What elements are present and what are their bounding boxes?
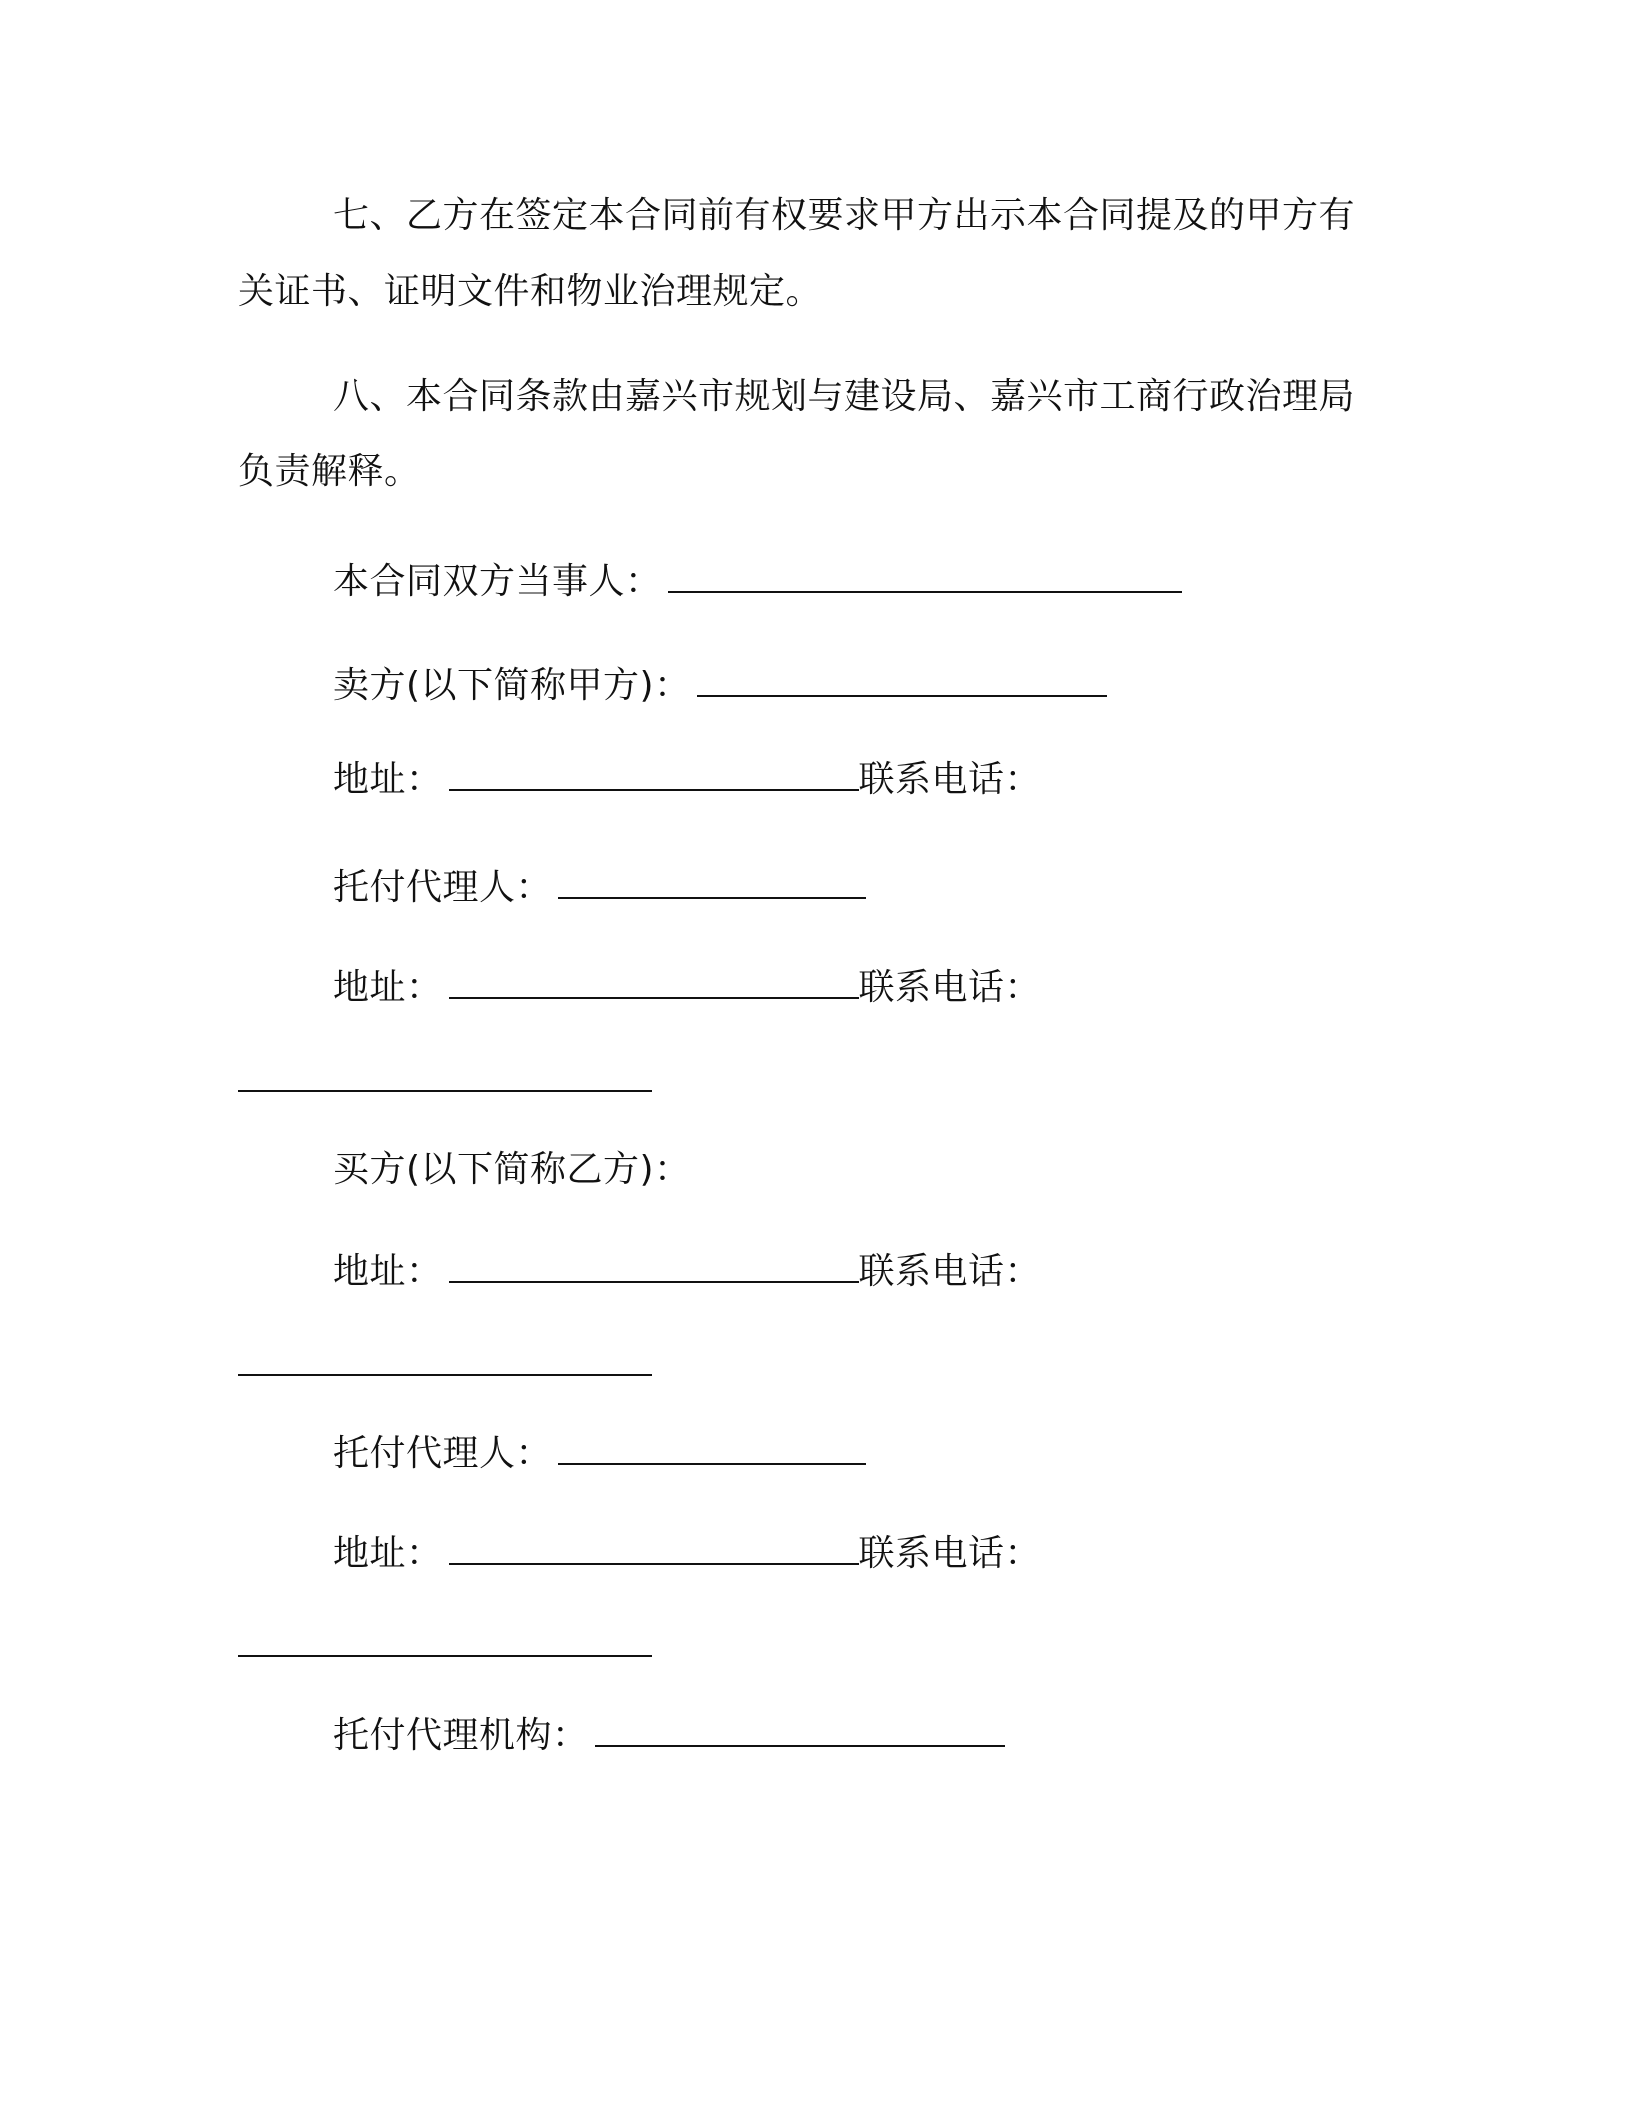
seller-agent-blank[interactable] <box>558 867 866 899</box>
seller-agent-address-row <box>333 966 1041 1010</box>
seller-label: 卖方(以下简称甲方)： <box>333 665 691 706</box>
seller-agent-label: 托付代理人： <box>333 867 553 908</box>
seller-agent-address-blank[interactable] <box>449 967 859 999</box>
buyer-agent-blank[interactable] <box>558 1433 866 1465</box>
seller-row <box>333 664 1107 708</box>
parties-row <box>333 560 1182 604</box>
seller-agent-phone-label: 联系电话： <box>858 967 1042 1008</box>
clause-7-line-2 <box>238 270 822 314</box>
parties-label: 本合同双方当事人： <box>333 561 662 602</box>
buyer-agent-row <box>333 1432 866 1476</box>
buyer-address-label: 地址： <box>333 1251 443 1292</box>
clause-7-text-1: 七、乙方在签定本合同前有权要求甲方出示本合同提及的甲方有 <box>333 195 1356 236</box>
buyer-agent-phone-label: 联系电话： <box>858 1533 1042 1574</box>
seller-address-blank[interactable] <box>449 759 859 791</box>
seller-agent-address-label: 地址： <box>333 967 443 1008</box>
seller-phone-label: 联系电话： <box>858 759 1042 800</box>
clause-7-text-2: 关证书、证明文件和物业治理规定。 <box>238 271 823 312</box>
seller-address-label: 地址： <box>333 759 443 800</box>
buyer-phone-blank[interactable] <box>238 1374 652 1376</box>
buyer-address-blank[interactable] <box>449 1251 859 1283</box>
buyer-address-row <box>333 1250 1041 1294</box>
buyer-agent-address-label: 地址： <box>333 1533 443 1574</box>
agency-row <box>333 1714 1005 1758</box>
clause-8-text-1: 八、本合同条款由嘉兴市规划与建设局、嘉兴市工商行政治理局 <box>333 376 1356 417</box>
buyer-agent-address-blank[interactable] <box>449 1533 859 1565</box>
seller-agent-phone-blank[interactable] <box>238 1090 652 1092</box>
seller-agent-row <box>333 866 866 910</box>
clause-8-line-1 <box>333 375 1355 419</box>
buyer-agent-phone-blank[interactable] <box>238 1655 652 1657</box>
clause-7-line-1 <box>333 194 1355 238</box>
parties-blank[interactable] <box>668 561 1182 593</box>
buyer-agent-address-row <box>333 1532 1041 1576</box>
buyer-row <box>333 1148 691 1192</box>
buyer-agent-label: 托付代理人： <box>333 1433 553 1474</box>
clause-8-text-2: 负责解释。 <box>238 451 421 492</box>
agency-label: 托付代理机构： <box>333 1715 589 1756</box>
buyer-label: 买方(以下简称乙方)： <box>333 1149 691 1190</box>
seller-blank[interactable] <box>697 665 1107 697</box>
seller-address-row <box>333 758 1041 802</box>
clause-8-line-2 <box>238 450 421 494</box>
buyer-phone-label: 联系电话： <box>858 1251 1042 1292</box>
agency-blank[interactable] <box>595 1715 1005 1747</box>
